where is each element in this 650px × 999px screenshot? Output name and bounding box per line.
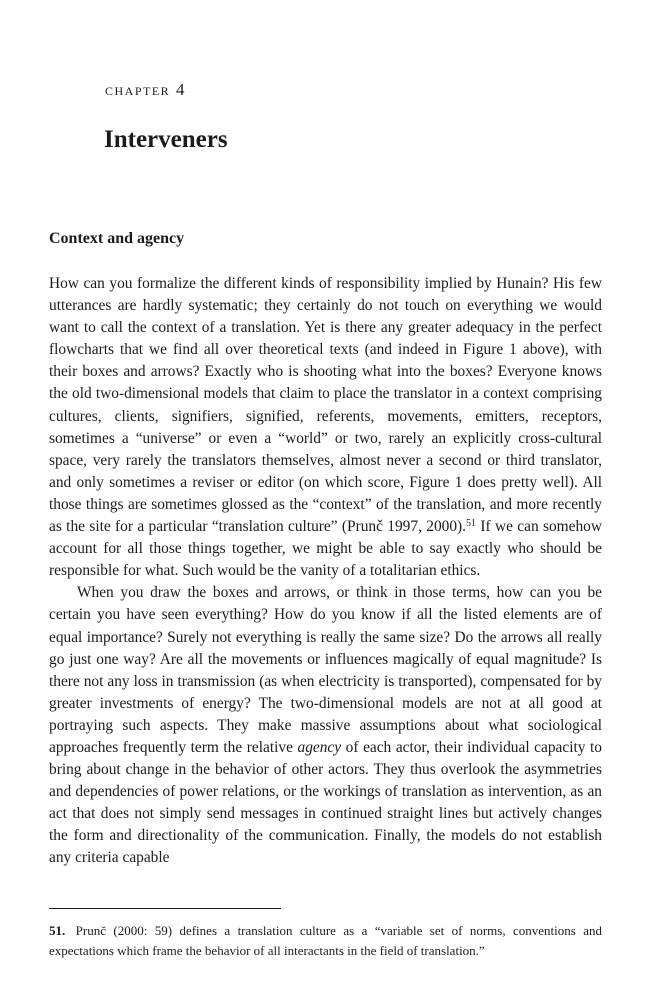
footnote-text: Prunč (2000: 59) defines a translation culture as a “variable set of norms, conventions and expectations which frame the behavior of all interactants in the field of translation.” [49, 923, 602, 958]
paragraph-text: How can you formalize the different kinds of responsibility implied by Hunain? His few utterances are hardly systematic; they certainly do not touch on everything we would want to call the context of a translation. Yet is there any greater adequacy in the perfect flowcharts that we find all over theoretical texts (and indeed in Figure 1 above), with their boxes and arrows? Exactly who is shooting what into the boxes? Everyone knows the old two-dimensional models that claim to place the translator in a context comprising cultures, clients, signifiers, signified, referents, movements, emitters, receptors, sometimes a “universe” or even a “world” or two, rarely an explicitly cross-cultural space, very rarely the translators themselves, almost never a second or third translator, and only sometimes a reviser or editor (on which score, Figure 1 does pretty well). All those things are sometimes glossed as the “context” of the translation, and more recently as the site for a particular “translation culture” (Prunč 1997, 2000). [49, 275, 602, 536]
paragraph-text: When you draw the boxes and arrows, or think in those terms, how can you be certain you have seen everything? How do you know if all the listed elements are of equal importance? Surely not everything is really the same size? Do the arrows all really go just one way? Are all the movements or influences magically of equal magnitude? Is there not any loss in transmission (as when electricity is transported), compensated for by greater investments of energy? The two-dimensional models are not at all good at portraying such aspects. They make massive assumptions about what sociological approaches frequently term the relative [49, 584, 602, 756]
body-text [49, 273, 602, 870]
paragraph [49, 273, 602, 582]
paragraph-text: of each actor, their individual capacity to bring about change in the behavior of other actors. They thus overlook the asymmetries and dependencies of power relations, or the workings of translation as intervention, as an act that does not simply send messages in continued straight lines but actively changes the form and directionality of the communication. Finally, the models do not establish any criteria capable [49, 738, 602, 867]
chapter-title: Interveners [104, 126, 228, 153]
chapter-label [105, 80, 186, 100]
section-heading: Context and agency [49, 230, 185, 247]
paragraph-text: If we can somehow account for all those things together, we might be able to say exactly who should be responsible for what. Such would be the vanity of a totalitarian ethics. [49, 518, 602, 580]
footnote-divider [49, 908, 281, 909]
chapter-word: chapter [105, 80, 171, 99]
emphasized-term: agency [297, 738, 342, 756]
footnote [49, 921, 602, 961]
chapter-number: 4 [175, 80, 186, 99]
footnote-reference[interactable]: 51 [466, 518, 477, 530]
paragraph [49, 582, 602, 869]
footnote-number: 51. [49, 923, 66, 938]
